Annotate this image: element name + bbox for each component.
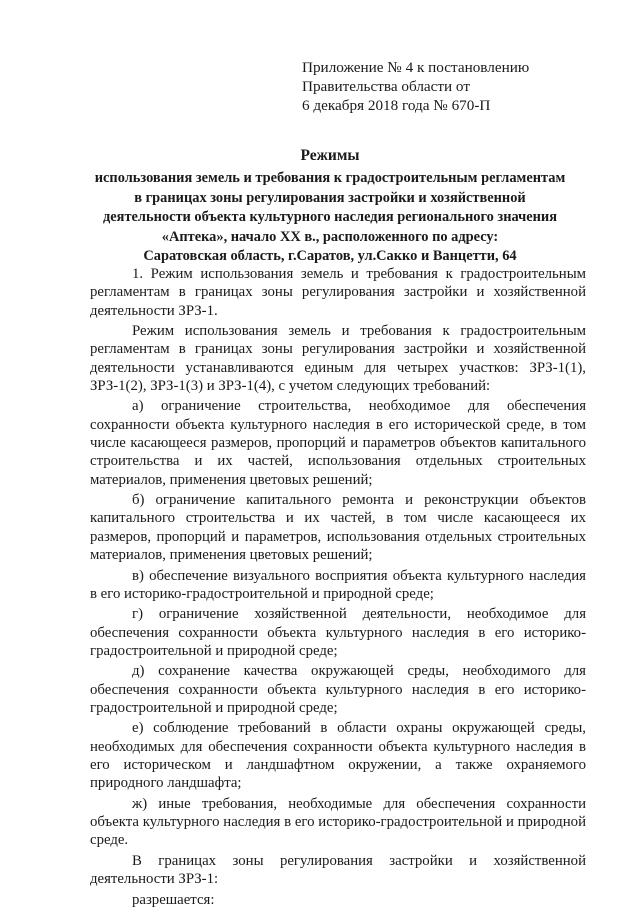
- paragraph-intro: Режим использования земель и требования к градостроительным регламентам в границах зоны регулирования застройки и хозяйственной деятельности устанавливаются единым для четырех участков: ЗРЗ-1(1), ЗРЗ-1(2), ЗРЗ-1(3) и ЗРЗ-1(4), с учетом следующих требований:: [90, 323, 586, 394]
- header-line-appendix: Приложение № 4 к постановлению: [302, 59, 530, 76]
- title-line: деятельности объекта культурного наследия регионального значения: [103, 209, 557, 226]
- title-line: «Аптека», начало XX в., расположенного по адресу:: [161, 228, 499, 245]
- document-header: [302, 58, 529, 115]
- paragraph-item-zh: ж) иные требования, необходимые для обеспечения сохранности объекта культурного наследия в его историко-градостроительной и природной среде.: [90, 795, 586, 849]
- paragraph-item-g: г) ограничение хозяйственной деятельности, необходимое для обеспечения сохранности объекта культурного наследия в его историко-градостроительной и природной среде;: [90, 606, 586, 659]
- header-line-date: 6 декабря 2018 года № 670-П: [302, 97, 491, 114]
- paragraph-section-1: 1. Режим использования земель и требования к градостроительным регламентам в границах зоны регулирования застройки и хозяйственной деятельности ЗРЗ-1.: [90, 266, 586, 319]
- paragraph-item-b: б) ограничение капитального ремонта и реконструкции объектов капитального строительства и их частей, в том числе касающееся их размеров, пропорций и параметров, использования отдельных строительных материалов, применения цветовых решений;: [90, 492, 586, 564]
- title-line: Саратовская область, г.Саратов, ул.Сакко и Ванцетти, 64: [143, 248, 517, 265]
- paragraph-item-a: а) ограничение строительства, необходимое для обеспечения сохранности объекта культурного наследия в его исторической среде, в том числе касающееся размеров, пропорций и параметров объектов капитального строительства и их частей, использования отдельных строительных материалов, применения цветовых решений;: [90, 398, 586, 488]
- paragraph-zone-boundaries: В границах зоны регулирования застройки и хозяйственной деятельности ЗРЗ-1:: [90, 852, 586, 888]
- title-line: в границах зоны регулирования застройки и хозяйственной: [134, 189, 526, 206]
- title-line: использования земель и требования к градостроительным регламентам: [94, 170, 566, 186]
- paragraph-permitted: разрешается:: [132, 891, 215, 908]
- header-line-government: Правительства области от: [302, 78, 470, 95]
- paragraph-item-v: в) обеспечение визуального восприятия объекта культурного наследия в его историко-градостроительной и природной среде;: [90, 567, 586, 602]
- paragraph-item-e: е) соблюдение требований в области охраны окружающей среды, необходимых для обеспечения сохранности объекта культурного наследия в его историческом и ландшафтном окружении, а также охраняемого природного ландшафта;: [90, 720, 586, 792]
- document-title: [80, 147, 580, 267]
- title-heading: Режимы: [300, 147, 360, 164]
- paragraph-item-d: д) сохранение качества окружающей среды, необходимого для обеспечения сохранности объекта культурного наследия в его историко-градостроительной и природной среде;: [90, 663, 586, 716]
- document-body: [90, 265, 586, 911]
